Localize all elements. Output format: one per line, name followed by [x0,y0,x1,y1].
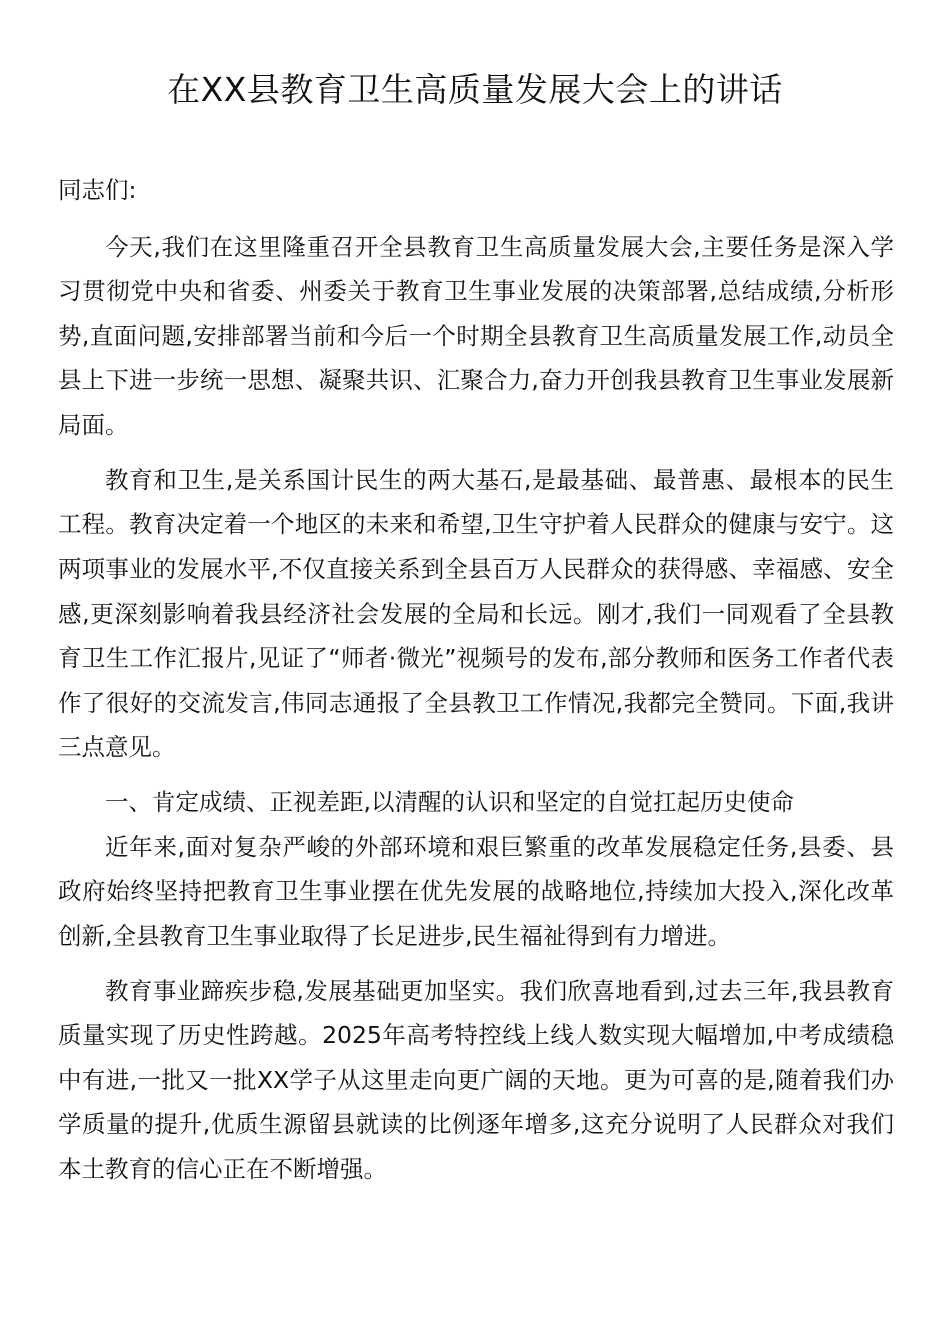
salutation: 同志们: [58,176,137,204]
paragraph-education: 教育事业蹄疾步稳,发展基础更加坚实。我们欣喜地看到,过去三年,我县教育质量实现了历史性跨越。2025年高考特控线上线人数实现大幅增加,中考成绩稳中有进,一批又一批XX学子从这里走向更广阔的天地。更为可喜的是,随着我们办学质量的提升,优质生源留县就读的比例逐年增多,这充分说明了人民群众对我们本土教育的信心正在不断增强。 [58,976,894,1184]
document-title: 在XX县教育卫生高质量发展大会上的讲话 [167,70,783,109]
paragraph-significance: 教育和卫生,是关系国计民生的两大基石,是最基础、最普惠、最根本的民生工程。教育决定着一个地区的未来和希望,卫生守护着人民群众的健康与安宁。这两项事业的发展水平,不仅直接关系到全县百万人民群众的获得感、幸福感、安全感,更深刻影响着我县经济社会发展的全局和长远。刚才,我们一同观看了全县教育卫生工作汇报片,见证了“师者·微光”视频号的发布,部分教师和医务工作者代表作了很好的交流发言,伟同志通报了全县教卫工作情况,我都完全赞同。下面,我讲三点意见。 [58,465,894,762]
section-heading: 一、肯定成绩、正视差距,以清醒的认识和坚定的自觉扛起历史使命 [105,788,794,817]
paragraph-achievements: 近年来,面对复杂严峻的外部环境和艰巨繁重的改革发展稳定任务,县委、县政府始终坚持把教育卫生事业摆在优先发展的战略地位,持续加大投入,深化改革创新,全县教育卫生事业取得了长足进步,民生福祉得到有力增进。 [58,832,894,950]
paragraph-opening: 今天,我们在这里隆重召开全县教育卫生高质量发展大会,主要任务是深入学习贯彻党中央和省委、州委关于教育卫生事业发展的决策部署,总结成绩,分析形势,直面问题,安排部署当前和今后一个时期全县教育卫生高质量发展工作,动员全县上下进一步统一思想、凝聚共识、汇聚合力,奋力开创我县教育卫生事业发展新局面。 [58,232,894,439]
document-body [58,168,894,1202]
